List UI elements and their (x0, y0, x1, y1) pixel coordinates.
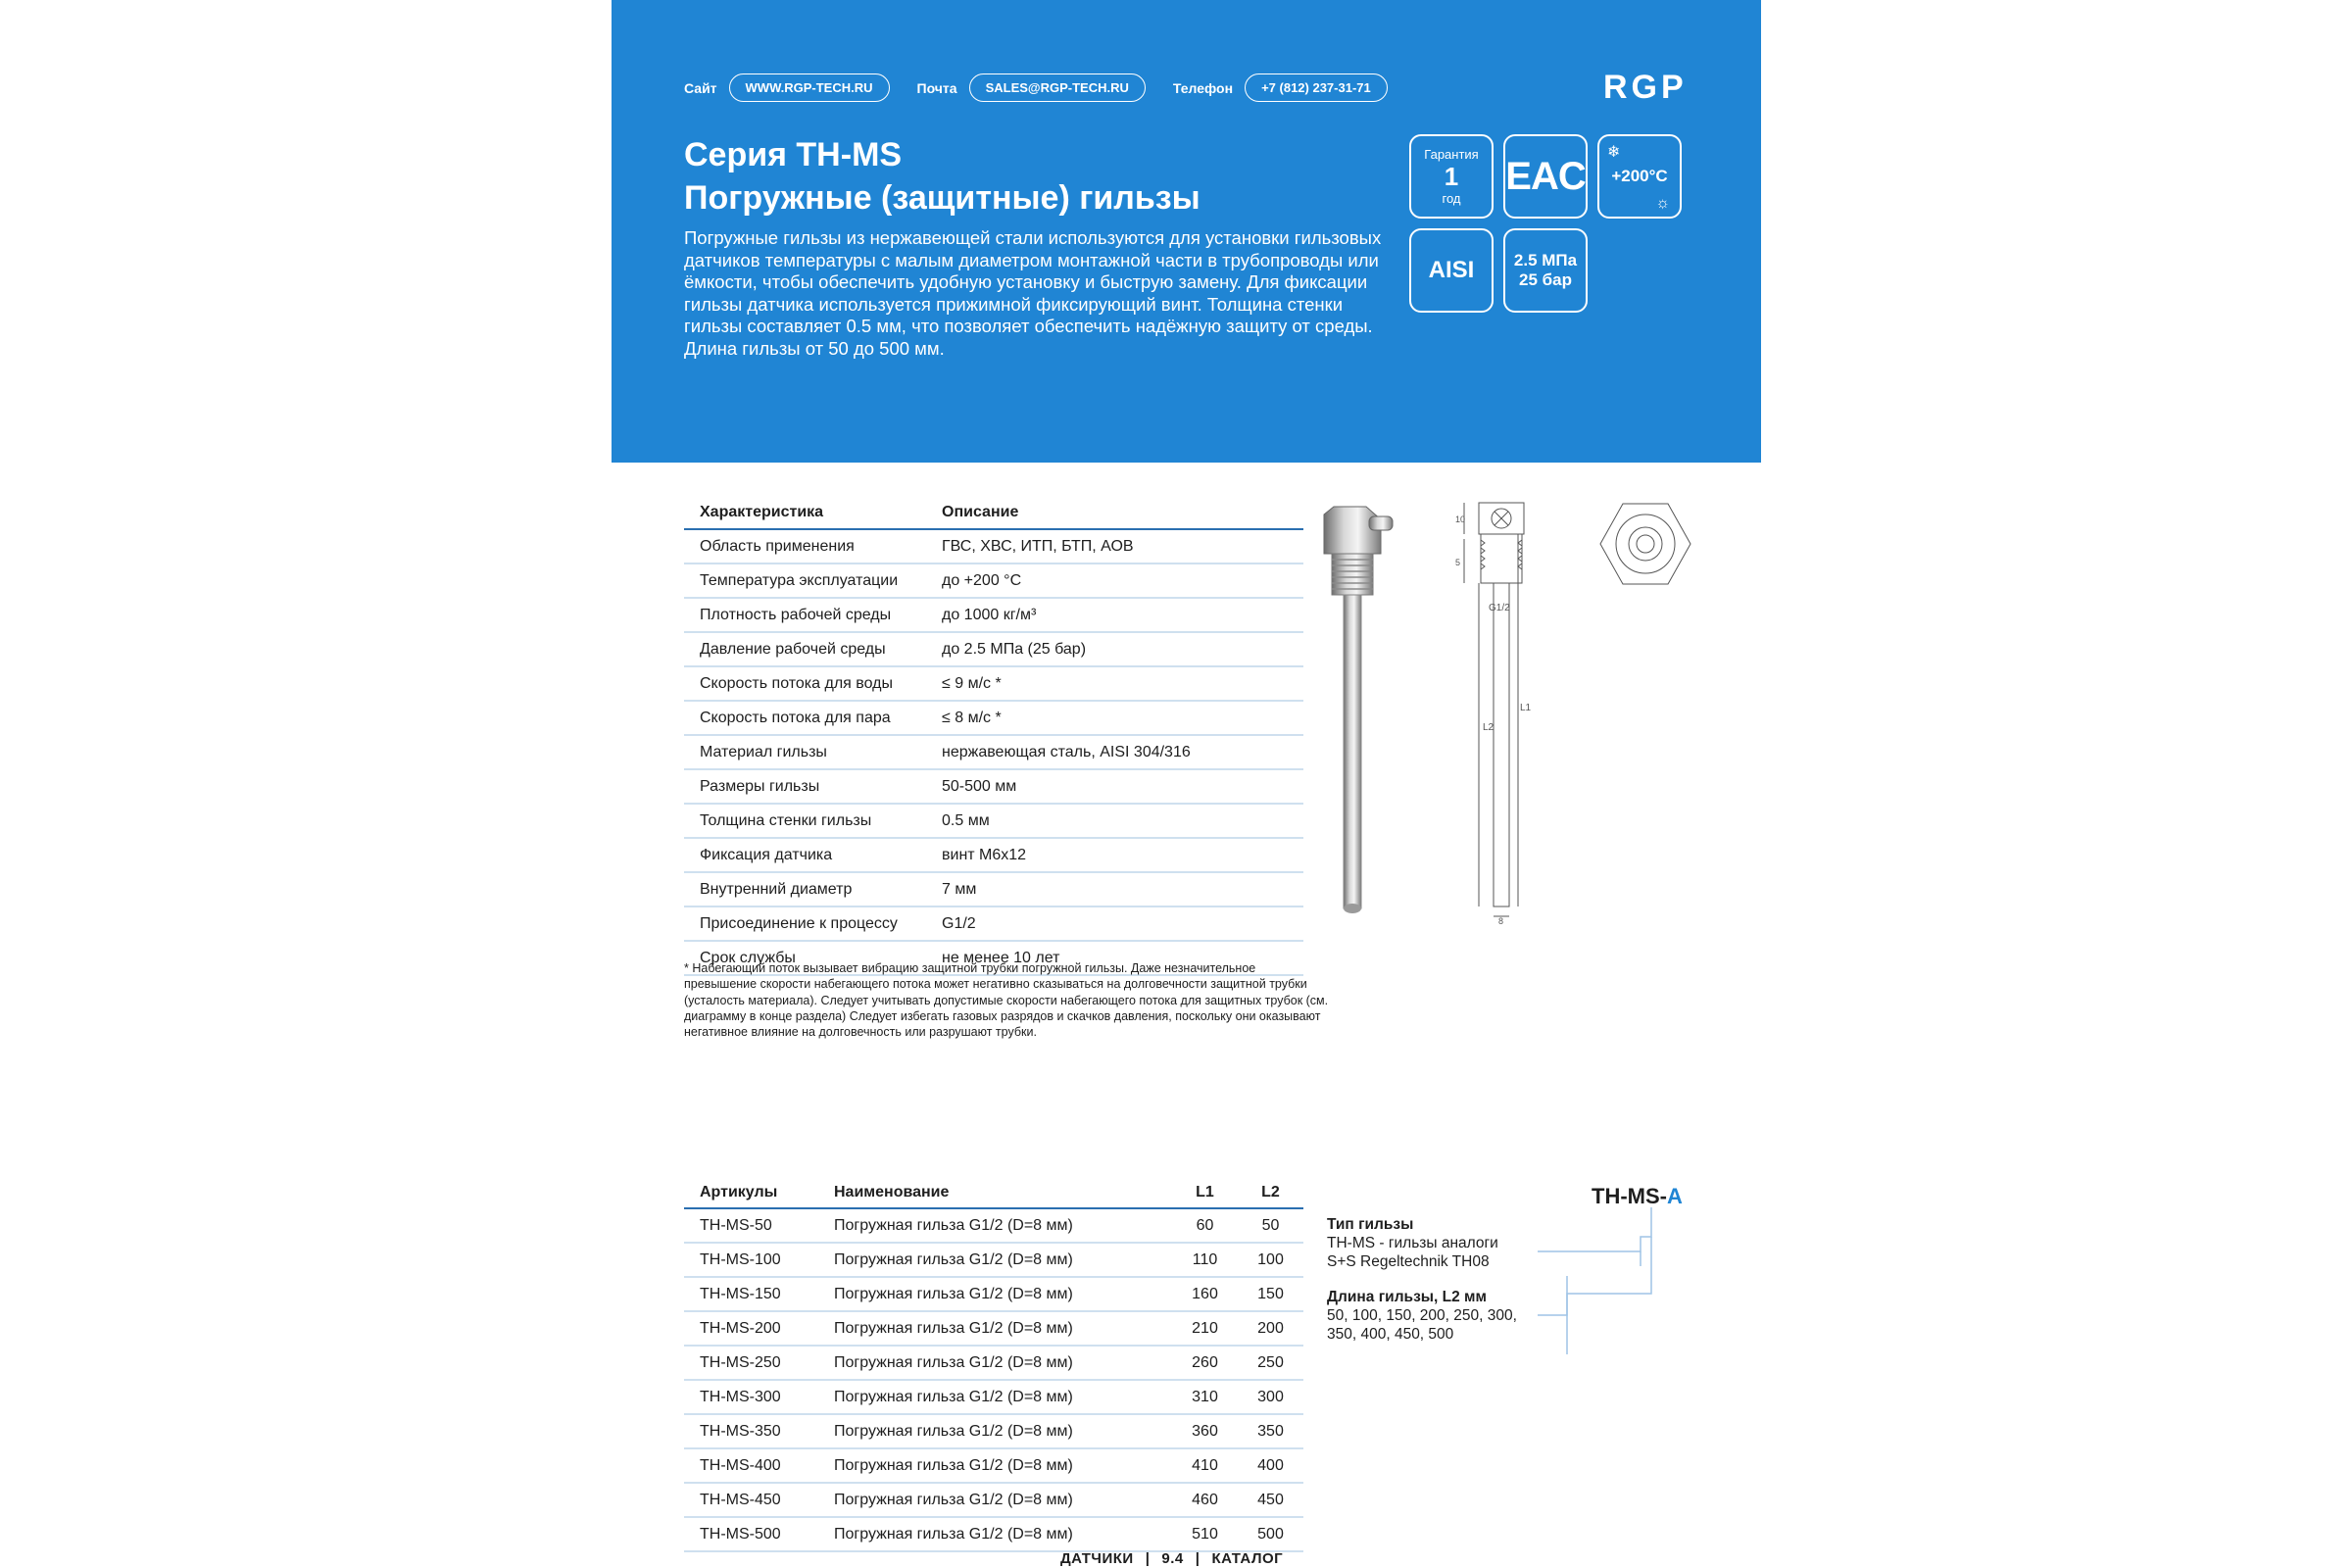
footer-divider: | (1195, 1550, 1200, 1567)
phone-link[interactable]: +7 (812) 237-31-71 (1245, 74, 1388, 102)
footer-divider: | (1145, 1550, 1151, 1567)
table-row (684, 632, 1303, 666)
dim-l1-label: L1 (1520, 703, 1532, 713)
table-row (684, 1277, 1303, 1311)
footnote: * Набегающий поток вызывает вибрацию защитной трубки погружной гильзы. Даже незначительное превышение скорости набегающего потока может негативно сказываться на долговечности защитной трубки (усталость материала). Следует учитывать допустимые скорости набегающего потока для защитных трубок (см. диаграмму в конце раздела) Следует избегать газовых разрядов и скачков давления, поскольку они оказывают негативное влияние на долговечность или разрушают трубки. (684, 961, 1329, 1040)
article-name: Погружная гильза G1/2 (D=8 мм) (818, 1277, 1172, 1311)
spec-value: до 1000 кг/м³ (926, 598, 1303, 632)
product-photo (1322, 495, 1400, 921)
article-l1: 160 (1172, 1277, 1238, 1311)
dim-5-label: 5 (1455, 558, 1461, 567)
spec-value: до 2.5 МПа (25 бар) (926, 632, 1303, 666)
article-l1: 410 (1172, 1448, 1238, 1483)
header-banner (612, 0, 1761, 463)
order-code-title (1592, 1184, 1683, 1209)
spec-key: Присоединение к процессу (684, 906, 926, 941)
table-row (684, 804, 1303, 838)
article-name: Погружная гильза G1/2 (D=8 мм) (818, 1311, 1172, 1346)
spec-key: Материал гильзы (684, 735, 926, 769)
length-line1: 50, 100, 150, 200, 250, 300, (1327, 1307, 1517, 1324)
spec-key: Давление рабочей среды (684, 632, 926, 666)
length-block (1327, 1288, 1517, 1344)
article-l2: 200 (1238, 1311, 1303, 1346)
table-row (684, 769, 1303, 804)
site-link[interactable]: WWW.RGP-TECH.RU (729, 74, 890, 102)
article-code: TH-MS-200 (684, 1311, 818, 1346)
article-name: Погружная гильза G1/2 (D=8 мм) (818, 1517, 1172, 1551)
spec-key: Скорость потока для пара (684, 701, 926, 735)
spec-key: Плотность рабочей среды (684, 598, 926, 632)
table-row (684, 701, 1303, 735)
article-name: Погружная гильза G1/2 (D=8 мм) (818, 1380, 1172, 1414)
spec-value: ГВС, ХВС, ИТП, БТП, АОВ (926, 529, 1303, 564)
articles-header-row (684, 1176, 1303, 1208)
col-article: Артикулы (684, 1176, 818, 1208)
article-code: TH-MS-50 (684, 1208, 818, 1243)
article-l1: 110 (1172, 1243, 1238, 1277)
eac-mark: EAC (1505, 154, 1586, 198)
dim-thread-label: G1/2 (1489, 603, 1510, 613)
spec-col-description: Описание (926, 492, 1303, 529)
title-product: Погружные (защитные) гильзы (684, 179, 1200, 217)
specifications-table (684, 492, 1303, 976)
spec-value: винт М6х12 (926, 838, 1303, 872)
pressure-badge (1503, 228, 1588, 313)
eac-badge (1503, 134, 1588, 219)
contacts-bar (684, 74, 1415, 102)
email-label: Почта (916, 79, 957, 96)
title-series: Серия TH-MS (684, 136, 903, 173)
phone-label: Телефон (1172, 79, 1234, 96)
order-code-connectors (1538, 1207, 1655, 1354)
footer-section: ДАТЧИКИ (1060, 1550, 1134, 1567)
spec-col-characteristic: Характеристика (684, 492, 926, 529)
pressure-mpa: 2.5 МПа (1513, 251, 1578, 270)
table-row (684, 906, 1303, 941)
spec-value: ≤ 8 м/с * (926, 701, 1303, 735)
article-l2: 100 (1238, 1243, 1303, 1277)
spec-key: Размеры гильзы (684, 769, 926, 804)
table-row (684, 1380, 1303, 1414)
article-code: TH-MS-500 (684, 1517, 818, 1551)
article-name: Погружная гильза G1/2 (D=8 мм) (818, 1448, 1172, 1483)
spec-key: Толщина стенки гильзы (684, 804, 926, 838)
table-row (684, 1208, 1303, 1243)
dim-10-label: 10 (1455, 514, 1466, 524)
technical-drawing-top (1596, 500, 1694, 598)
spec-key: Скорость потока для воды (684, 666, 926, 701)
site-label: Сайт (684, 79, 717, 96)
spec-key: Внутренний диаметр (684, 872, 926, 906)
table-row (684, 735, 1303, 769)
page-footer (1060, 1550, 1283, 1567)
table-row (684, 872, 1303, 906)
article-name: Погружная гильза G1/2 (D=8 мм) (818, 1243, 1172, 1277)
type-block (1327, 1215, 1498, 1271)
table-row (684, 1311, 1303, 1346)
order-code-prefix: TH-MS- (1592, 1184, 1667, 1208)
dim-8-label: 8 (1498, 916, 1504, 926)
article-l2: 400 (1238, 1448, 1303, 1483)
article-name: Погружная гильза G1/2 (D=8 мм) (818, 1483, 1172, 1517)
article-l1: 360 (1172, 1414, 1238, 1448)
article-l1: 210 (1172, 1311, 1238, 1346)
spec-value: G1/2 (926, 906, 1303, 941)
type-line2: S+S Regeltechnik TH08 (1327, 1253, 1490, 1270)
table-row (684, 666, 1303, 701)
article-code: TH-MS-150 (684, 1277, 818, 1311)
articles-table (684, 1176, 1303, 1552)
col-l2: L2 (1238, 1176, 1303, 1208)
table-row (684, 529, 1303, 564)
article-name: Погружная гильза G1/2 (D=8 мм) (818, 1208, 1172, 1243)
rgp-logo: RGP (1603, 69, 1688, 106)
spec-header-row (684, 492, 1303, 529)
aisi-text: AISI (1428, 257, 1475, 283)
article-code: TH-MS-350 (684, 1414, 818, 1448)
article-l1: 260 (1172, 1346, 1238, 1380)
technical-drawing-side (1449, 495, 1532, 926)
spec-key: Фиксация датчика (684, 838, 926, 872)
spec-key: Срок службы (684, 941, 926, 975)
article-l1: 510 (1172, 1517, 1238, 1551)
footer-page-number: 9.4 (1161, 1550, 1184, 1567)
article-l2: 300 (1238, 1380, 1303, 1414)
article-name: Погружная гильза G1/2 (D=8 мм) (818, 1414, 1172, 1448)
spec-key: Температура эксплуатации (684, 564, 926, 598)
article-l1: 460 (1172, 1483, 1238, 1517)
length-line2: 350, 400, 450, 500 (1327, 1326, 1454, 1343)
spec-value: нержавеющая сталь, AISI 304/316 (926, 735, 1303, 769)
spec-value: до +200 °C (926, 564, 1303, 598)
article-code: TH-MS-400 (684, 1448, 818, 1483)
catalog-page (612, 0, 1761, 1568)
article-l2: 500 (1238, 1517, 1303, 1551)
article-l2: 150 (1238, 1277, 1303, 1311)
table-row (684, 598, 1303, 632)
table-row (684, 1414, 1303, 1448)
order-code-suffix: A (1666, 1184, 1683, 1208)
sun-icon: ☼ (1655, 195, 1670, 212)
aisi-badge (1409, 228, 1494, 313)
table-row (684, 1346, 1303, 1380)
type-title: Тип гильзы (1327, 1216, 1414, 1233)
length-title: Длина гильзы, L2 мм (1327, 1289, 1487, 1305)
table-row (684, 1448, 1303, 1483)
pressure-bar: 25 бар (1519, 270, 1572, 289)
table-row (684, 838, 1303, 872)
article-code: TH-MS-300 (684, 1380, 818, 1414)
table-row (684, 1483, 1303, 1517)
temperature-badge (1597, 134, 1682, 219)
spec-value: ≤ 9 м/с * (926, 666, 1303, 701)
warranty-label: Гарантия (1424, 147, 1479, 162)
spec-value: 7 мм (926, 872, 1303, 906)
article-name: Погружная гильза G1/2 (D=8 мм) (818, 1346, 1172, 1380)
spec-value: не менее 10 лет (926, 941, 1303, 975)
spec-key: Область применения (684, 529, 926, 564)
warranty-unit: год (1442, 191, 1461, 206)
snowflake-icon: ❄ (1607, 144, 1621, 161)
article-l2: 250 (1238, 1346, 1303, 1380)
warranty-badge (1409, 134, 1494, 219)
article-l1: 60 (1172, 1208, 1238, 1243)
product-description: Погружные гильзы из нержавеющей стали используются для установки гильзовых датчиков температуры с малым диаметром монтажной части в трубопроводы или ёмкости, чтобы обеспечить удобную установку и быструю замену. Для фиксации гильзы датчика используется прижимной фиксирующий винт. Толщина стенки гильзы составляет 0.5 мм, что позволяет обеспечить надёжную защиту от среды. Длина гильзы от 50 до 500 мм. (684, 227, 1382, 359)
article-code: TH-MS-450 (684, 1483, 818, 1517)
spec-value: 0.5 мм (926, 804, 1303, 838)
article-l2: 50 (1238, 1208, 1303, 1243)
table-row (684, 564, 1303, 598)
col-name: Наименование (818, 1176, 1172, 1208)
warranty-years: 1 (1444, 162, 1459, 191)
article-code: TH-MS-100 (684, 1243, 818, 1277)
table-row (684, 1243, 1303, 1277)
email-link[interactable]: SALES@RGP-TECH.RU (969, 74, 1146, 102)
article-l2: 450 (1238, 1483, 1303, 1517)
dim-l2-label: L2 (1483, 722, 1494, 733)
type-line1: TH-MS - гильзы аналоги (1327, 1235, 1498, 1251)
footer-catalog: КАТАЛОГ (1211, 1550, 1284, 1567)
temperature-value: +200°C (1611, 167, 1668, 185)
page-title (684, 133, 1200, 220)
article-l1: 310 (1172, 1380, 1238, 1414)
article-code: TH-MS-250 (684, 1346, 818, 1380)
spec-value: 50-500 мм (926, 769, 1303, 804)
table-row (684, 1517, 1303, 1551)
article-l2: 350 (1238, 1414, 1303, 1448)
col-l1: L1 (1172, 1176, 1238, 1208)
